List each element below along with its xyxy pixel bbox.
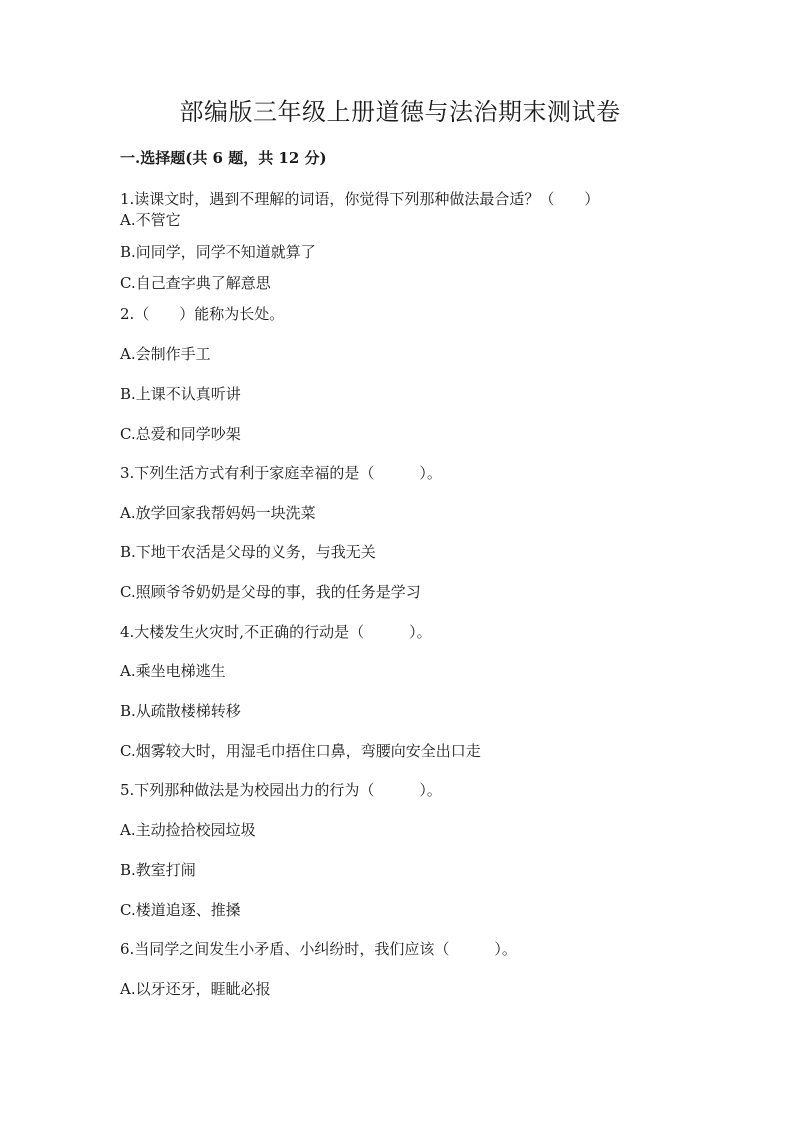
question-option: C.总爱和同学吵架 xyxy=(120,425,241,443)
question-stem: 5.下列那种做法是为校园出力的行为（ ）。 xyxy=(120,781,442,799)
question-option: A.以牙还牙，睚眦必报 xyxy=(120,980,271,998)
question-option: A.放学回家我帮妈妈一块洗菜 xyxy=(120,504,316,522)
question-stem: 4.大楼发生火灾时,不正确的行动是（ ）。 xyxy=(120,623,432,641)
section-heading: 一.选择题(共 6 题，共 12 分) xyxy=(120,149,327,167)
question-stem: 6.当同学之间发生小矛盾、小纠纷时，我们应该（ ）。 xyxy=(120,940,517,958)
question-option: A.会制作手工 xyxy=(120,345,211,363)
question-stem: 3.下列生活方式有利于家庭幸福的是（ ）。 xyxy=(120,464,442,482)
question-option: B.教室打闹 xyxy=(120,861,196,879)
page-title: 部编版三年级上册道德与法治期末测试卷 xyxy=(179,98,621,126)
question-stem: 1.读课文时，遇到不理解的词语，你觉得下列那种做法最合适？（ ） xyxy=(120,190,600,208)
question-option: C.烟雾较大时，用湿毛巾捂住口鼻，弯腰向安全出口走 xyxy=(120,742,481,760)
question-option: A.乘坐电梯逃生 xyxy=(120,662,226,680)
question-option: B.问同学，同学不知道就算了 xyxy=(120,243,316,261)
question-option: B.从疏散楼梯转移 xyxy=(120,702,241,720)
question-option: A.不管它 xyxy=(120,211,181,229)
question-option: B.上课不认真听讲 xyxy=(120,385,241,403)
question-option: A.主动捡拾校园垃圾 xyxy=(120,821,256,839)
question-option: C.照顾爷爷奶奶是父母的事，我的任务是学习 xyxy=(120,583,421,601)
question-option: C.自己查字典了解意思 xyxy=(120,274,271,292)
question-option: B.下地干农活是父母的义务，与我无关 xyxy=(120,543,376,561)
question-option: C.楼道追逐、推搡 xyxy=(120,901,241,919)
question-stem: 2.（ ）能称为长处。 xyxy=(120,305,285,323)
